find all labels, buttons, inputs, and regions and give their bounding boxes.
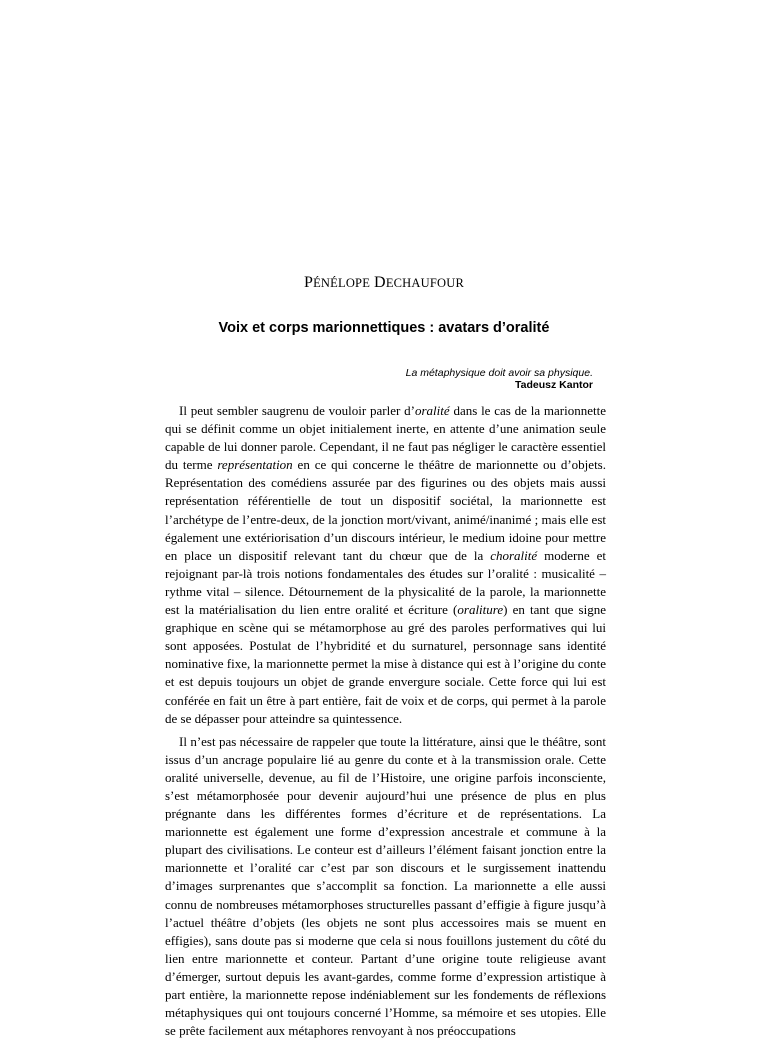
author-first-initial: P (303, 274, 314, 291)
p1-text-3: en ce qui concerne le théâtre de marionnette ou d’objets. Représentation des comédiens assurée par des figurines ou des objets mais aussi représentation référentielle de tout un dispositif sociétal, la marionnette est l’archétype de l’entre-deux, de la jonction mort/vivant, animé/inanimé ; mais elle est également une extériorisation d’un discours intérieur, le medium idoine pour mettre en place un dispositif relevant tant du chœur que de la (165, 457, 606, 563)
paragraph-1 (165, 402, 606, 728)
p1-text-5: ) en tant que signe graphique en scène qui se métamorphose au gré des paroles performatives qui lui sont apposées. Postulat de l’hybridité et du surnaturel, personnage sans identité nominative fixe, la marionnette permet la mise à distance qui est à l’origine du conte et est depuis toujours un objet de grande envergure sociale. Cette force qui lui est conférée en fait un être à part entière, fait de voix et de corps, qui permet à la parole de se dépasser pour atteindre sa quintessence. (165, 602, 606, 726)
article-title: Voix et corps marionnettiques : avatars d’oralité (218, 320, 550, 336)
body-text (165, 402, 606, 1040)
p1-emphasis-choralite: choralité (490, 547, 538, 563)
epigraph-quote: La métaphysique doit avoir sa physique. (405, 367, 593, 379)
p1-emphasis-representation: représentation (217, 457, 293, 473)
p1-text-4: moderne et rejoignant par-là trois notions fondamentales des études sur l’oralité : musicalité – rythme vital – silence. Détournement de la physicalité de la parole, la marionnette est la matérialisation du lien entre oralité et écriture ( (165, 547, 606, 618)
epigraph-attribution: Tadeusz Kantor (515, 379, 593, 391)
paragraph-2: Il n’est pas nécessaire de rappeler que toute la littérature, ainsi que le théâtre, sont issus d’un ancrage populaire lié au genre du conte et à la transmission orale. Cette oralité universelle, devenue, au fil de l’Histoire, une origine parfois inconsciente, s’est métamorphosée pour devenir aujourd’hui une présence de plus en plus prégnante dans les différentes formes d’écriture et de représentations. La marionnette est également une forme d’expression ancestrale et commune à la plupart des civilisations. Le conteur est d’ailleurs l’élément faisant jonction entre la marionnette et l’oralité car c’est par son discours et le surgissement inattendu d’images surprenantes que s’accomplit sa fonction. La marionnette a elle aussi connu de nombreuses métamorphoses structurelles passant d’effigie à figure jusqu’à l’actuel théâtre d’objets (les objets ne sont plus accessoires mais se muent en effigies), sans doute pas si moderne que cela si nous fouillons justement du côté du lien entre marionnette et conteur. Partant d’une origine toute religieuse avant d’émerger, surtout depuis les avant-gardes, comme forme d’expression artistique à part entière, la marionnette repose indéniablement sur les fondements de réflexions métaphysiques qui ont toujours concerné l’Homme, sa mémoire et ses utopies. Elle se prête facilement aux métaphores renvoyant à nos préoccupations (165, 733, 606, 1039)
epigraph (406, 367, 593, 391)
p1-emphasis-oraliture: oraliture (457, 602, 504, 618)
p1-text-2: dans le cas de la marionnette qui se définit comme un objet initialement inerte, en attente d’une animation seule capable de lui donner parole. Cependant, il ne faut pas négliger le caractère essentiel du terme (165, 403, 606, 473)
author-last-rest: ECHAUFOUR (385, 276, 465, 290)
p1-emphasis-oralite: oralité (414, 403, 450, 418)
author-first-rest: ÉNÉLOPE (313, 276, 371, 290)
author-name (0, 274, 768, 292)
p1-text-1: Il peut sembler saugrenu de vouloir parler d’ (179, 403, 415, 418)
author-last-initial: D (374, 274, 386, 291)
